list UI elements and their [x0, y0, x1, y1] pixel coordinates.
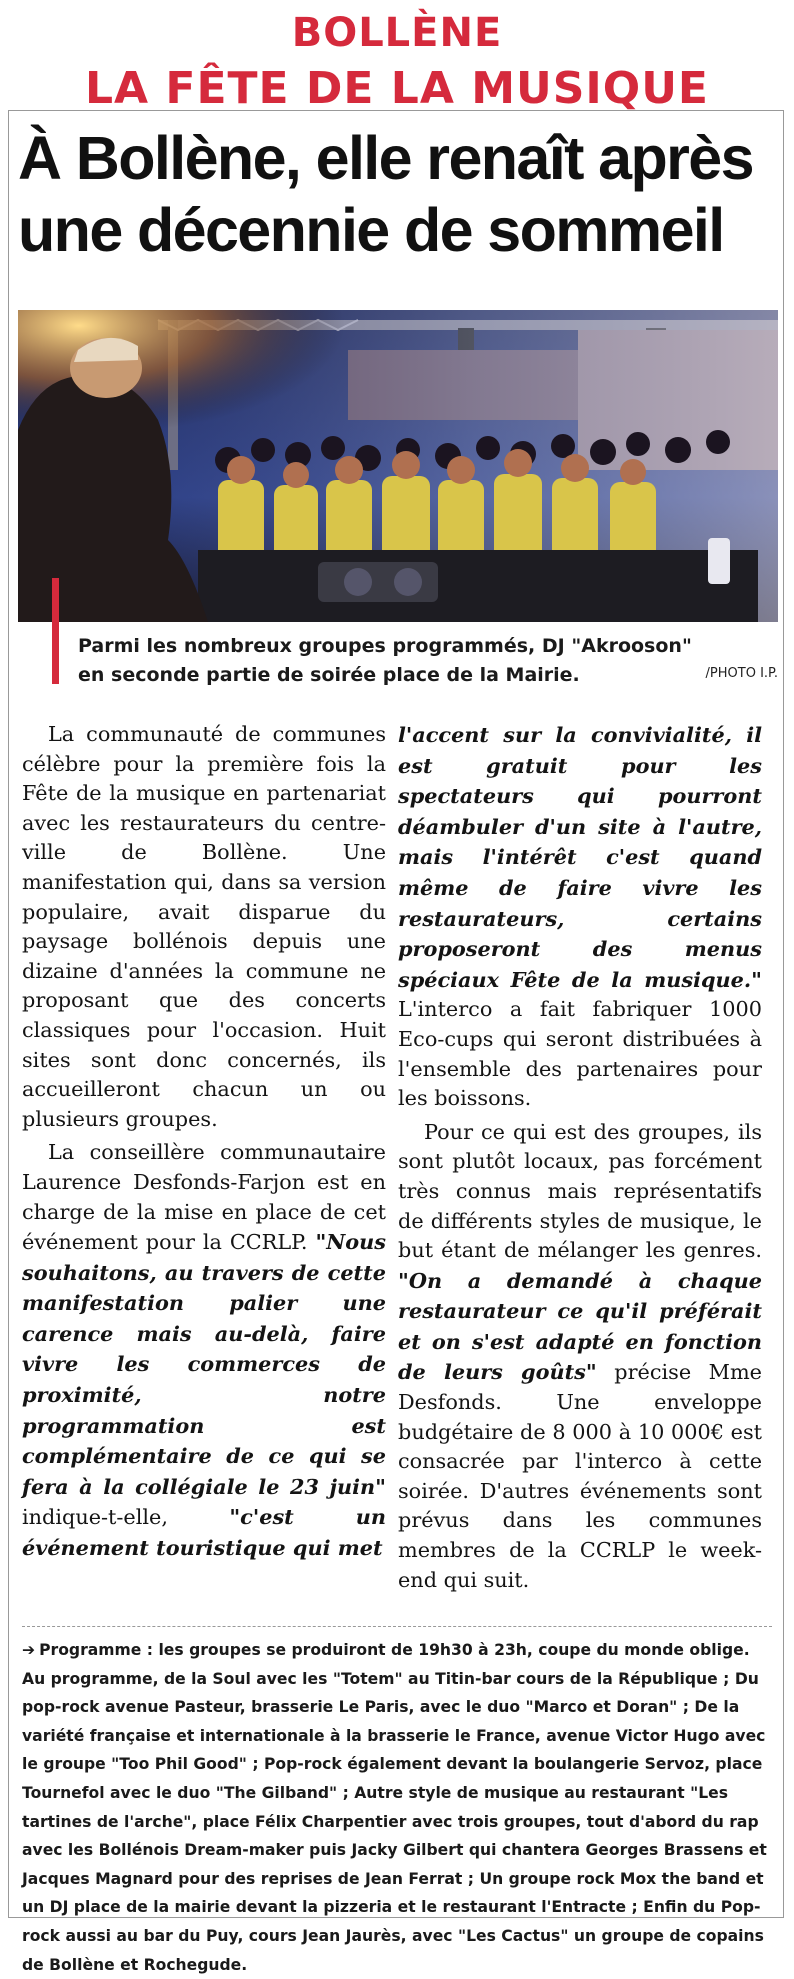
paragraph-budget: précise Mme Desfonds. Une enveloppe budgétaire de 8 000 à 10 000€ est consacrée par l'interco à cette soirée. D'autres événements sont prévus dans les communes membres de la CCRLP le week-end qui suit.: [398, 1360, 762, 1592]
programme-box: [22, 1636, 774, 1979]
quote-desfonds-2-start: "c'est un événement touristique qui met: [22, 1504, 386, 1561]
paragraph-councillor: [22, 1138, 386, 1563]
paragraph-groups-intro: Pour ce qui est des groupes, ils sont plutôt locaux, pas forcément très connus mais représentatifs de différents styles de musique, le but étant de mélanger les genres.: [398, 1119, 762, 1263]
paragraph-ecocups: L'interco a fait fabriquer 1000 Eco-cups qui seront distribuées à l'ensemble des partenaires pour les boissons.: [398, 997, 762, 1111]
article-column-left: [22, 720, 386, 1564]
section-rubric-town: BOLLÈNE: [291, 10, 503, 56]
arrow-right-icon: ➔: [22, 1641, 36, 1659]
paragraph-councillor-attribution: indique-t-elle,: [22, 1505, 230, 1530]
photo-credit: /PHOTO I.P.: [705, 666, 778, 681]
caption-accent-bar: [52, 578, 59, 684]
concert-photo-illustration: [18, 310, 778, 622]
paragraph-councillor-intro: La conseillère communautaire Laurence Desfonds-Farjon est en charge de la mise en place de cet événement pour la CCRLP.: [22, 1140, 386, 1255]
quote-desfonds-1: "Nous souhaitons, au travers de cette manifestation palier une carence mais au-delà, faire vivre les commerces de proximité, notre programmation est complémentaire de ce qui se fera à la collégiale le 23 juin": [22, 1229, 386, 1499]
paragraph-groups: [398, 1118, 762, 1596]
photo-caption: Parmi les nombreux groupes programmés, DJ "Akrooson" en seconde partie de soirée place de la Mairie.: [78, 635, 692, 686]
section-rubric-theme: LA FÊTE DE LA MUSIQUE: [85, 63, 709, 114]
article-column-right: [398, 720, 762, 1595]
article-headline: À Bollène, elle renaît après une décennie de sommeil: [18, 124, 753, 264]
paragraph-councillor-continued: [398, 720, 762, 1114]
concert-photo: [18, 310, 778, 622]
quote-desfonds-3: "On a demandé à chaque restaurateur ce qu'il préférait et on s'est adapté en fonction de leurs goûts": [398, 1267, 762, 1385]
programme-text: Programme : les groupes se produiront de 19h30 à 23h, coupe du monde oblige. Au programme, de la Soul avec les "Totem" au Titin-bar cours de la République ; Du pop-rock avenue Pasteur, brasserie Le Paris, avec le duo "Marco et Doran" ; De la variété française et internationale à la brasserie le France, avenue Victor Hugo avec le groupe "Too Phil Good" ; Pop-rock également devant la boulangerie Servoz, place Tournefol avec le duo "The Gilband" ; Autre style de musique au restaurant "Les tartines de l'arche", place Félix Charpentier avec trois groupes, tout d'abord du rap avec les Bollénois Dream-maker puis Jacky Gilbert qui chantera Georges Brassens et Jacques Magnard pour des reprises de Jean Ferrat ; Un groupe rock Mox the band et un DJ place de la mairie devant la pizzeria et le restaurant l'Entracte ; Enfin du Pop-rock aussi au bar du Puy, cours Jean Jaurès, avec "Les Cactus" un groupe de copains de Bollène et Rochegude.: [22, 1641, 767, 1974]
programme-divider: [22, 1626, 772, 1627]
paragraph-intro: La communauté de communes célèbre pour la première fois la Fête de la musique en partenariat avec les restaurateurs du centre-ville de Bollène. Une manifestation qui, dans sa version populaire, avait disparue du paysage bollénois depuis une dizaine d'années la commune ne proposant que des concerts classiques pour l'occasion. Huit sites sont donc concernés, ils accueilleront chacun un ou plusieurs groupes.: [22, 722, 386, 1131]
quote-desfonds-2-end: l'accent sur la convivialité, il est gratuit pour les spectateurs qui pourront déambuler d'un site à l'autre, mais l'intérêt c'est quand même de faire vivre les restaurateurs, certains proposeront des menus spéciaux Fête de la musique.": [398, 722, 762, 992]
